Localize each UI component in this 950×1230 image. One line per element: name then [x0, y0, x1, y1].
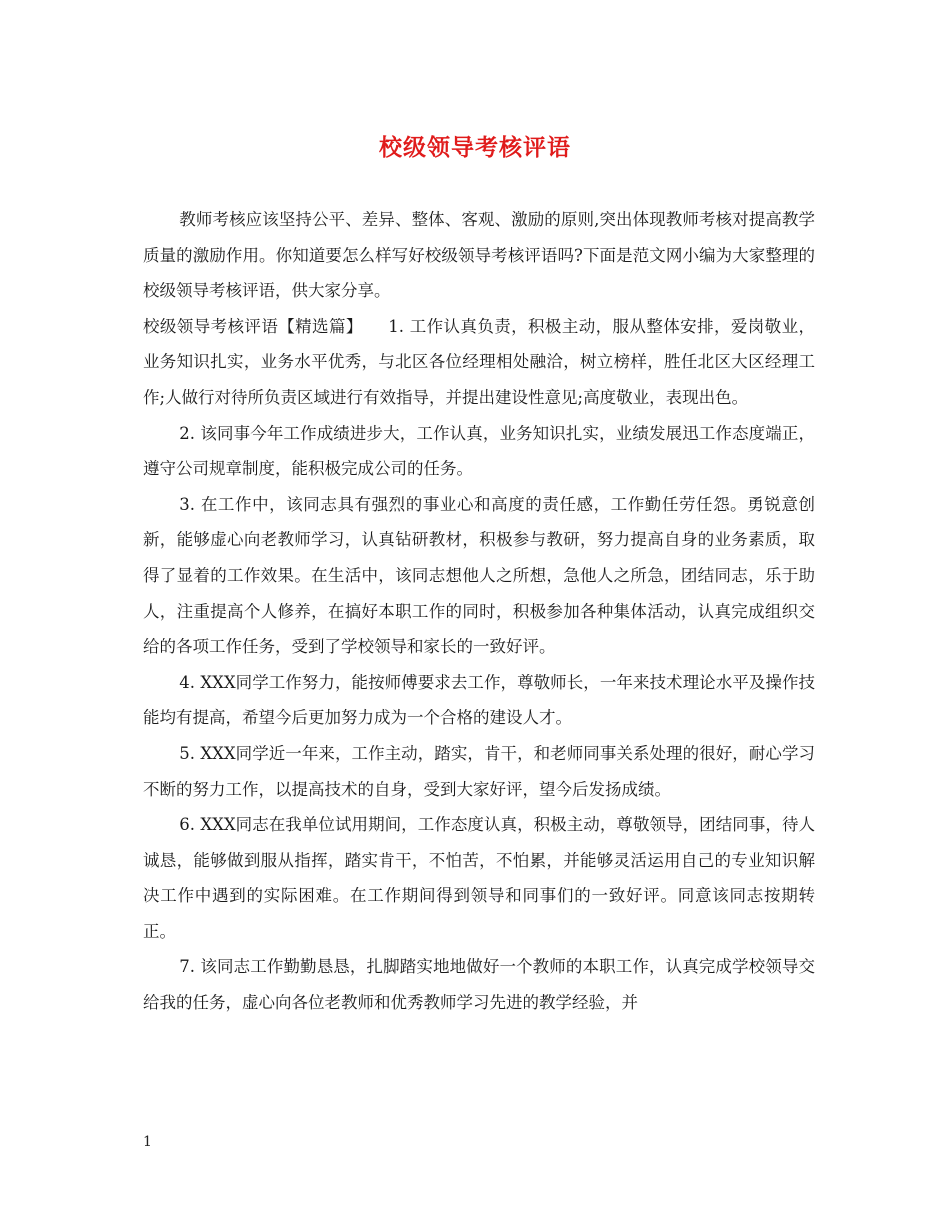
paragraph-item-6: 6. XXX同志在我单位试用期间，工作态度认真，积极主动，尊敬领导，团结同事，待人诚恳，能够做到服从指挥，踏实肯干，不怕苦，不怕累，并能够灵活运用自己的专业知识解决工作中遇到的实际困难。在工作期间得到领导和同事们的一致好评。同意该同志按期转正。 [143, 815, 815, 941]
paragraph-item-5: 5. XXX同学近一年来，工作主动，踏实，肯干，和老师同事关系处理的很好，耐心学习不断的努力工作，以提高技术的自身，受到大家好评，望今后发扬成绩。 [143, 743, 815, 799]
paragraph-item-4: 4. XXX同学工作努力，能按师傅要求去工作，尊敬师长，一年来技术理论水平及操作技能均有提高，希望今后更加努力成为一个合格的建设人才。 [143, 672, 815, 728]
document-body [143, 202, 815, 1021]
paragraph-item-1: 校级领导考核评语【精选篇】 1. 工作认真负责，积极主动，服从整体安排，爱岗敬业，业务知识扎实，业务水平优秀，与北区各位经理相处融洽，树立榜样，胜任北区大区经理工作;人做行对待所负责区域进行有效指导，并提出建设性意见;高度敬业，表现出色。 [143, 316, 815, 407]
paragraph-intro: 教师考核应该坚持公平、差异、整体、客观、激励的原则,突出体现教师考核对提高教学质量的激励作用。你知道要怎么样写好校级领导考核评语吗?下面是范文网小编为大家整理的校级领导考核评语，供大家分享。 [143, 210, 815, 301]
paragraph-item-3: 3. 在工作中，该同志具有强烈的事业心和高度的责任感，工作勤任劳任怨。勇锐意创新，能够虚心向老教师学习，认真钻研教材，积极参与教研，努力提高自身的业务素质，取得了显着的工作效果。在生活中，该同志想他人之所想，急他人之所急，团结同志，乐于助人，注重提高个人修养，在搞好本职工作的同时，积极参加各种集体活动，认真完成组织交给的各项工作任务，受到了学校领导和家长的一致好评。 [143, 494, 815, 657]
paragraph-item-7: 7. 该同志工作勤勤恳恳，扎脚踏实地地做好一个教师的本职工作，认真完成学校领导交给我的任务，虚心向各位老教师和优秀教师学习先进的教学经验，并 [143, 957, 815, 1013]
paragraph-item-2: 2. 该同事今年工作成绩进步大，工作认真，业务知识扎实，业绩发展迅工作态度端正，遵守公司规章制度，能积极完成公司的任务。 [143, 423, 815, 479]
document-title: 校级领导考核评语 [379, 134, 571, 161]
page-number: 1 [143, 1134, 152, 1150]
